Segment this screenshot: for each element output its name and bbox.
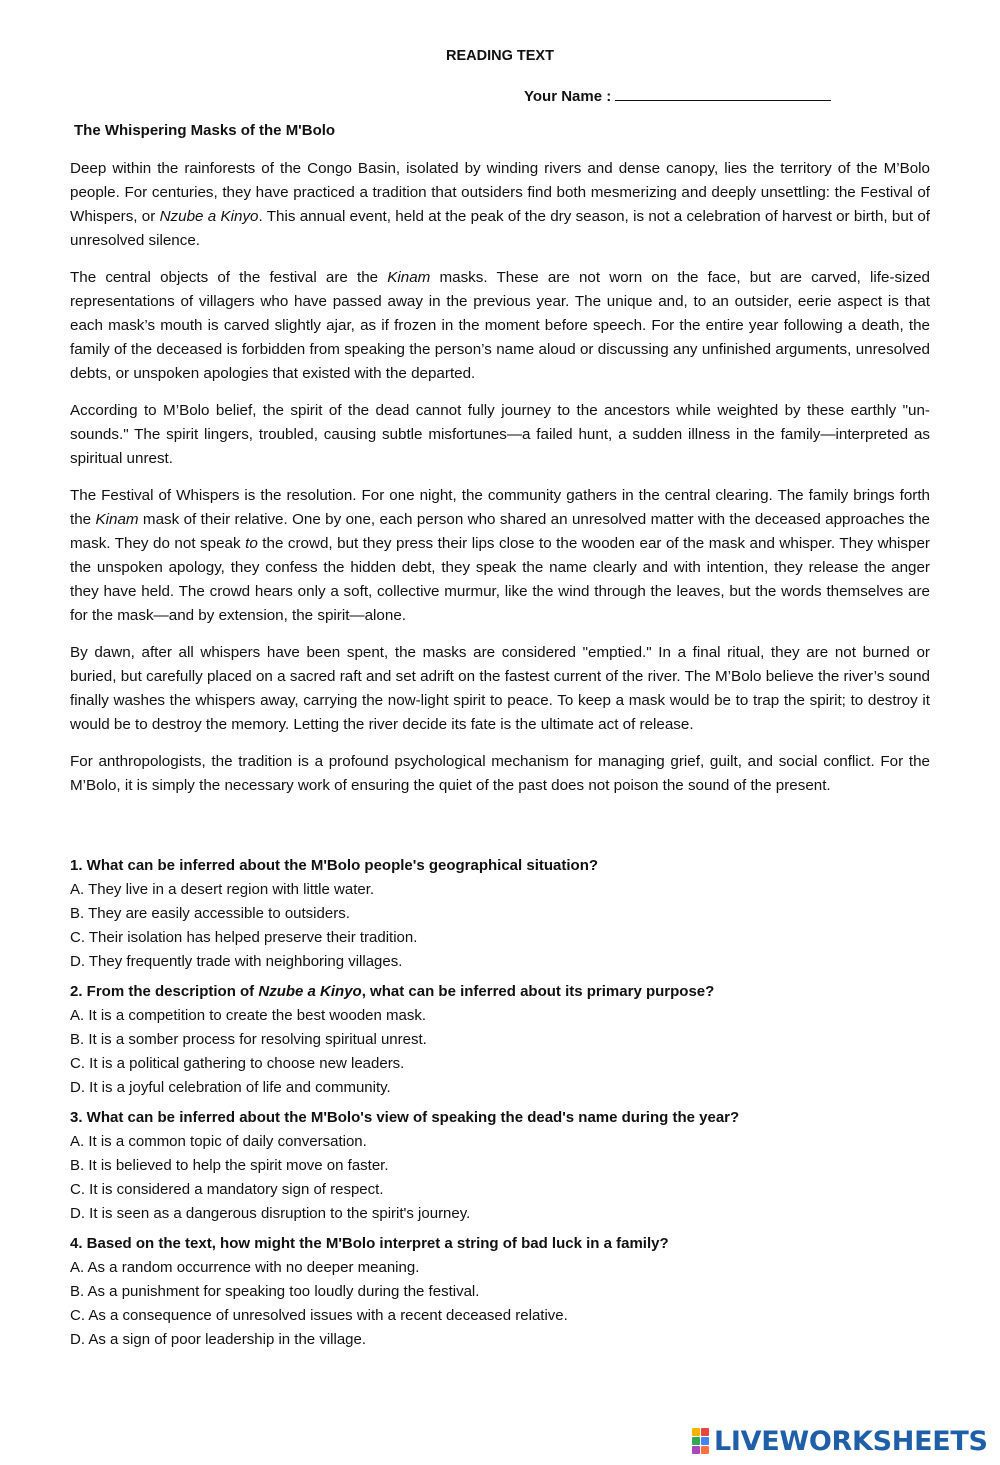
paragraph-2: The central objects of the festival are the Kinam masks. These are not worn on the face, but are carved, life-sized representations of villagers who have passed away in the previous year. The unique and, to an outsider, eerie aspect is that each mask’s mouth is carved slightly ajar, as if frozen in the moment before speech. For the entire year following a death, the family of the deceased is forbidden from speaking the person’s name aloud or discussing any unfinished arguments, unresolved debts, or unspoken apologies that existed with the departed. bbox=[70, 269, 930, 382]
question-list bbox=[70, 854, 930, 1358]
answer-option[interactable]: A. They live in a desert region with little water. bbox=[70, 881, 375, 898]
answer-option[interactable]: A. As a random occurrence with no deeper meaning. bbox=[70, 1259, 420, 1276]
logo-block bbox=[701, 1428, 709, 1436]
logo-blocks-icon bbox=[692, 1428, 709, 1454]
reading-passage bbox=[70, 157, 930, 811]
question-stem: 2. From the description of Nzube a Kinyo, what can be inferred about its primary purpose? bbox=[70, 983, 715, 1000]
name-label: Your Name : bbox=[524, 88, 612, 105]
answer-option[interactable]: A. It is a common topic of daily conversation. bbox=[70, 1133, 367, 1150]
logo-text: LIVEWORKSHEETS bbox=[714, 1425, 988, 1457]
paragraph-3: According to M’Bolo belief, the spirit of the dead cannot fully journey to the ancestors while weighted by these earthly "un-sounds." The spirit lingers, troubled, causing subtle misfortunes—a failed hunt, a sudden illness in the family—interpreted as spiritual unrest. bbox=[70, 402, 930, 467]
answer-option[interactable]: B. They are easily accessible to outsiders. bbox=[70, 905, 350, 922]
logo-block bbox=[692, 1446, 700, 1454]
question-stem: 4. Based on the text, how might the M'Bolo interpret a string of bad luck in a family? bbox=[70, 1235, 669, 1252]
liveworksheets-logo bbox=[692, 1424, 988, 1458]
answer-option[interactable]: D. It is seen as a dangerous disruption to the spirit's journey. bbox=[70, 1205, 471, 1222]
question-4 bbox=[70, 1232, 930, 1352]
paragraph-6: For anthropologists, the tradition is a profound psychological mechanism for managing grief, guilt, and social conflict. For the M’Bolo, it is simply the necessary work of ensuring the quiet of the past does not poison the sound of the present. bbox=[70, 753, 930, 794]
answer-option[interactable]: C. Their isolation has helped preserve their tradition. bbox=[70, 929, 418, 946]
question-3 bbox=[70, 1106, 930, 1226]
answer-option[interactable]: C. As a consequence of unresolved issues with a recent deceased relative. bbox=[70, 1307, 568, 1324]
answer-option[interactable]: D. They frequently trade with neighboring villages. bbox=[70, 953, 403, 970]
question-1 bbox=[70, 854, 930, 974]
question-stem: 3. What can be inferred about the M'Bolo's view of speaking the dead's name during the year? bbox=[70, 1109, 740, 1126]
answer-option[interactable]: B. As a punishment for speaking too loudly during the festival. bbox=[70, 1283, 480, 1300]
paragraph-1: Deep within the rainforests of the Congo Basin, isolated by winding rivers and dense canopy, lies the territory of the M’Bolo people. For centuries, they have practiced a tradition that outsiders find both mesmerizing and deeply unsettling: the Festival of Whispers, or Nzube a Kinyo. This annual event, held at the peak of the dry season, is not a celebration of harvest or birth, but of unresolved silence. bbox=[70, 160, 930, 249]
answer-option[interactable]: D. As a sign of poor leadership in the village. bbox=[70, 1331, 367, 1348]
logo-block bbox=[692, 1437, 700, 1445]
logo-block bbox=[701, 1437, 709, 1445]
page-heading: READING TEXT bbox=[446, 48, 554, 64]
paragraph-4: The Festival of Whispers is the resolution. For one night, the community gathers in the central clearing. The family brings forth the Kinam mask of their relative. One by one, each person who shared an unresolved matter with the deceased approaches the mask. They do not speak to the crowd, but they press their lips close to the wooden ear of the mask and whisper. They whisper the unspoken apology, they confess the hidden debt, they speak the name clearly and with intention, they release the anger they have held. The crowd hears only a soft, collective murmur, like the wind through the leaves, but the words themselves are for the mask—and by extension, the spirit—alone. bbox=[70, 487, 930, 624]
answer-option[interactable]: B. It is a somber process for resolving spiritual unrest. bbox=[70, 1031, 427, 1048]
question-2 bbox=[70, 980, 930, 1100]
answer-option[interactable]: A. It is a competition to create the best wooden mask. bbox=[70, 1007, 427, 1024]
name-input-blank[interactable] bbox=[615, 86, 831, 101]
answer-option[interactable]: C. It is a political gathering to choose new leaders. bbox=[70, 1055, 405, 1072]
logo-block bbox=[701, 1446, 709, 1454]
logo-block bbox=[692, 1428, 700, 1436]
name-field-row bbox=[524, 86, 831, 105]
passage-title: The Whispering Masks of the M'Bolo bbox=[74, 122, 336, 139]
answer-option[interactable]: D. It is a joyful celebration of life and community. bbox=[70, 1079, 391, 1096]
answer-option[interactable]: C. It is considered a mandatory sign of respect. bbox=[70, 1181, 384, 1198]
question-stem: 1. What can be inferred about the M'Bolo people's geographical situation? bbox=[70, 857, 599, 874]
paragraph-5: By dawn, after all whispers have been spent, the masks are considered "emptied." In a final ritual, they are not burned or buried, but carefully placed on a sacred raft and set adrift on the fastest current of the river. The M’Bolo believe the river’s sound finally washes the whispers away, carrying the now-light spirit to peace. To keep a mask would be to trap the spirit; to destroy it would be to destroy the memory. Letting the river decide its fate is the ultimate act of release. bbox=[70, 644, 930, 733]
answer-option[interactable]: B. It is believed to help the spirit move on faster. bbox=[70, 1157, 389, 1174]
